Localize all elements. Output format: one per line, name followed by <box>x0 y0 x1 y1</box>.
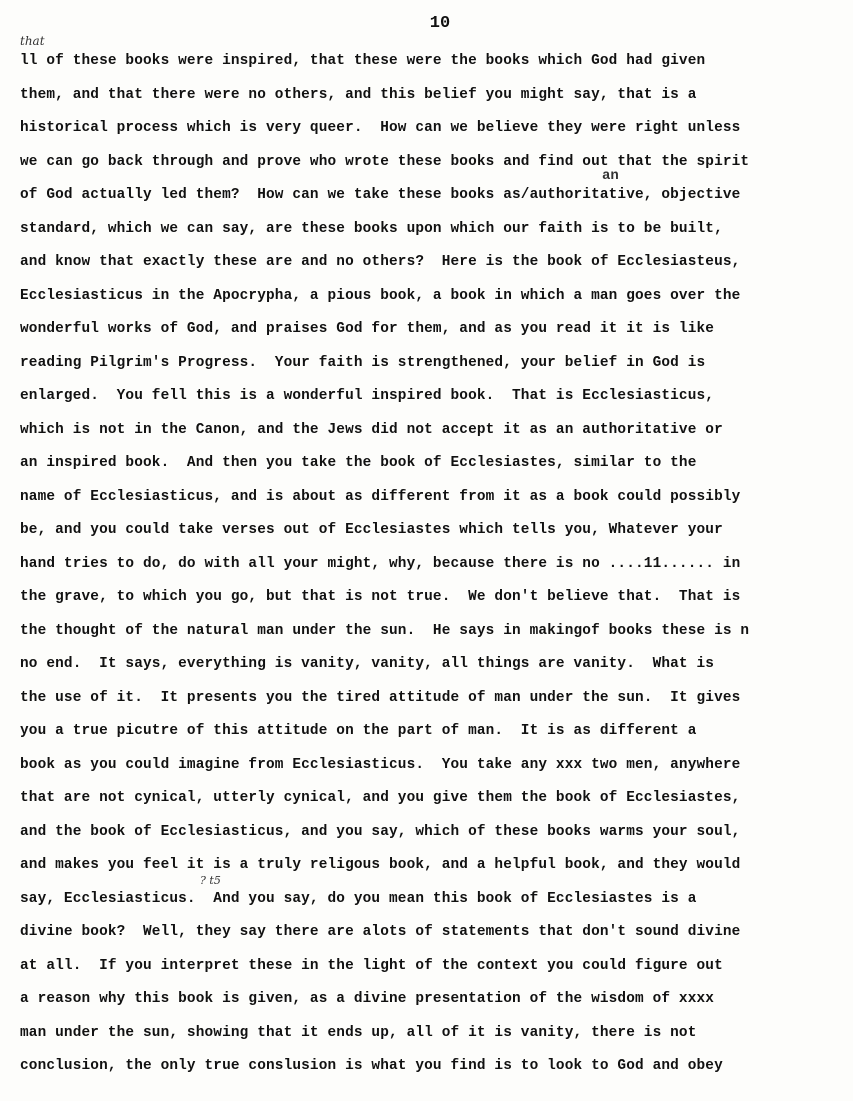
text-line: no end. It says, everything is vanity, vanity, all things are vanity. What is <box>20 656 715 672</box>
text-line: hand tries to do, do with all your might, why, because there is no ....11...... in <box>20 555 741 572</box>
text-line: and makes you feel it is a truly religous book, and a helpful book, and they would <box>20 857 741 873</box>
text-line: be, and you could take verses out of Ecclesiastes which tells you, Whatever your <box>20 522 723 538</box>
text-line: book as you could imagine from Ecclesiasticus. You take any xxx two men, anywhere <box>20 756 741 773</box>
text-line: them, and that there were no others, and this belief you might say, that is a <box>20 86 697 103</box>
text-line: say, Ecclesiasticus. And you say, do you mean this book of Ecclesiastes is a <box>20 890 697 907</box>
text-line: an inspired book. And then you take the book of Ecclesiastes, similar to the <box>20 455 697 471</box>
typed-body-text <box>20 50 853 1089</box>
text-line: you a true picutre of this attitude on the part of man. It is as different a <box>20 723 697 739</box>
text-line: ll of these books were inspired, that these were the books which God had given <box>20 53 706 69</box>
handwritten-scribble: ? t5 <box>200 874 221 887</box>
text-line: wonderful works of God, and praises God for them, and as you read it it is like <box>20 321 715 337</box>
text-line: enlarged. You fell this is a wonderful inspired book. That is Ecclesiasticus, <box>20 388 715 404</box>
text-line: man under the sun, showing that it ends up, all of it is vanity, there is not <box>20 1024 697 1041</box>
text-line: Ecclesiasticus in the Apocrypha, a pious book, a book in which a man goes over the <box>20 287 741 304</box>
text-line: of God actually led them? How can we take these books as/authoritative, objective <box>20 187 741 203</box>
text-line: we can go back through and prove who wrote these books and find out that the spirit <box>20 153 750 170</box>
text-line: historical process which is very queer. How can we believe they were right unless <box>20 120 741 136</box>
page-number: 10 <box>429 14 451 33</box>
text-line: that are not cynical, utterly cynical, and you give them the book of Ecclesiastes, <box>20 790 741 806</box>
handwritten-annotation-that: that <box>20 34 45 48</box>
text-line: and know that exactly these are and no others? Here is the book of Ecclesiasteus, <box>20 254 741 270</box>
text-line: which is not in the Canon, and the Jews did not accept it as an authoritative or <box>20 421 723 438</box>
text-line: the grave, to which you go, but that is not true. We don't believe that. That is <box>20 589 741 605</box>
text-line: divine book? Well, they say there are alots of statements that don't sound divine <box>20 924 741 940</box>
text-line: at all. If you interpret these in the light of the context you could figure out <box>20 957 723 974</box>
text-line: conclusion, the only true conslusion is what you find is to look to God and obey <box>20 1058 723 1074</box>
text-line: name of Ecclesiasticus, and is about as different from it as a book could possibly <box>20 488 741 505</box>
text-line: the use of it. It presents you the tired attitude of man under the sun. It gives <box>20 689 741 706</box>
typed-insertion-an: an <box>602 168 619 184</box>
text-line: the thought of the natural man under the sun. He says in makingof books these is n <box>20 622 750 639</box>
text-line: standard, which we can say, are these books upon which our faith is to be built, <box>20 220 723 237</box>
text-line: and the book of Ecclesiasticus, and you say, which of these books warms your soul, <box>20 823 741 840</box>
text-line: a reason why this book is given, as a divine presentation of the wisdom of xxxx <box>20 991 715 1007</box>
text-line: reading Pilgrim's Progress. Your faith is strengthened, your belief in God is <box>20 354 706 371</box>
